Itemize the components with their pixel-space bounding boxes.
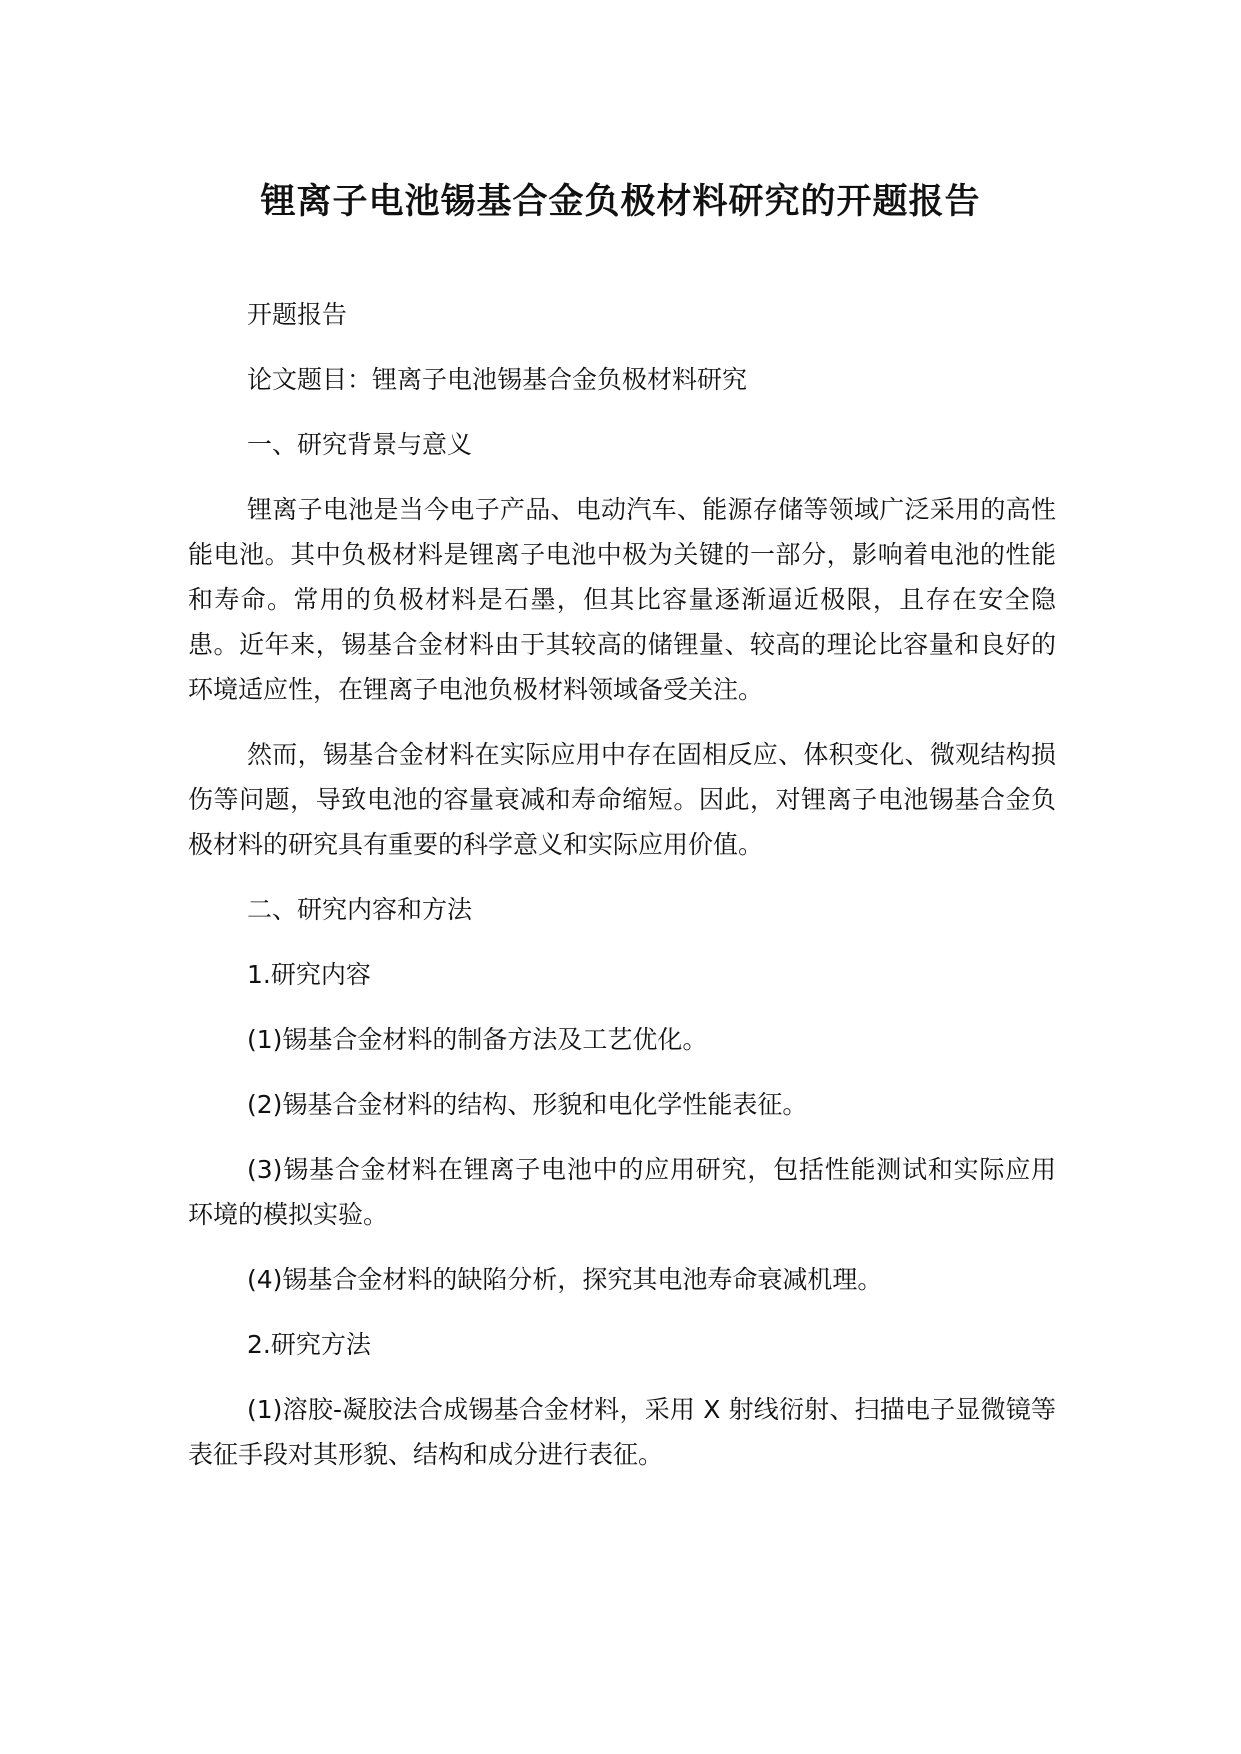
content-item-3: (3)锡基合金材料在锂离子电池中的应用研究，包括性能测试和实际应用环境的模拟实验。 xyxy=(188,1155,1056,1229)
paragraph-background: 锂离子电池是当今电子产品、电动汽车、能源存储等领域广泛采用的高性能电池。其中负极材料是锂离子电池中极为关键的一部分，影响着电池的性能和寿命。常用的负极材料是石墨，但其比容量逐渐逼近极限，且存在安全隐患。近年来，锡基合金材料由于其较高的储锂量、较高的理论比容量和良好的环境适应性，在锂离子电池负极材料领域备受关注。 xyxy=(188,495,1056,704)
subheading-research-content: 1.研究内容 xyxy=(247,960,371,989)
content-item-4: (4)锡基合金材料的缺陷分析，探究其电池寿命衰减机理。 xyxy=(247,1265,883,1294)
document-body xyxy=(188,292,1056,1477)
section-heading-content-methods: 二、研究内容和方法 xyxy=(247,895,473,924)
paragraph-problems: 然而，锡基合金材料在实际应用中存在固相反应、体积变化、微观结构损伤等问题，导致电池的容量衰减和寿命缩短。因此，对锂离子电池锡基合金负极材料的研究具有重要的科学意义和实际应用价值。 xyxy=(188,740,1056,859)
method-item-1: (1)溶胶-凝胶法合成锡基合金材料，采用 X 射线衍射、扫描电子显微镜等表征手段对其形貌、结构和成分进行表征。 xyxy=(188,1395,1056,1469)
subheading-research-methods: 2.研究方法 xyxy=(247,1330,371,1359)
thesis-title-line: 论文题目：锂离子电池锡基合金负极材料研究 xyxy=(247,365,748,394)
report-label: 开题报告 xyxy=(247,300,348,329)
content-item-2: (2)锡基合金材料的结构、形貌和电化学性能表征。 xyxy=(247,1090,808,1119)
content-item-1: (1)锡基合金材料的制备方法及工艺优化。 xyxy=(247,1025,708,1054)
section-heading-background: 一、研究背景与意义 xyxy=(247,430,473,459)
document-title: 锂离子电池锡基合金负极材料研究的开题报告 xyxy=(260,182,981,222)
